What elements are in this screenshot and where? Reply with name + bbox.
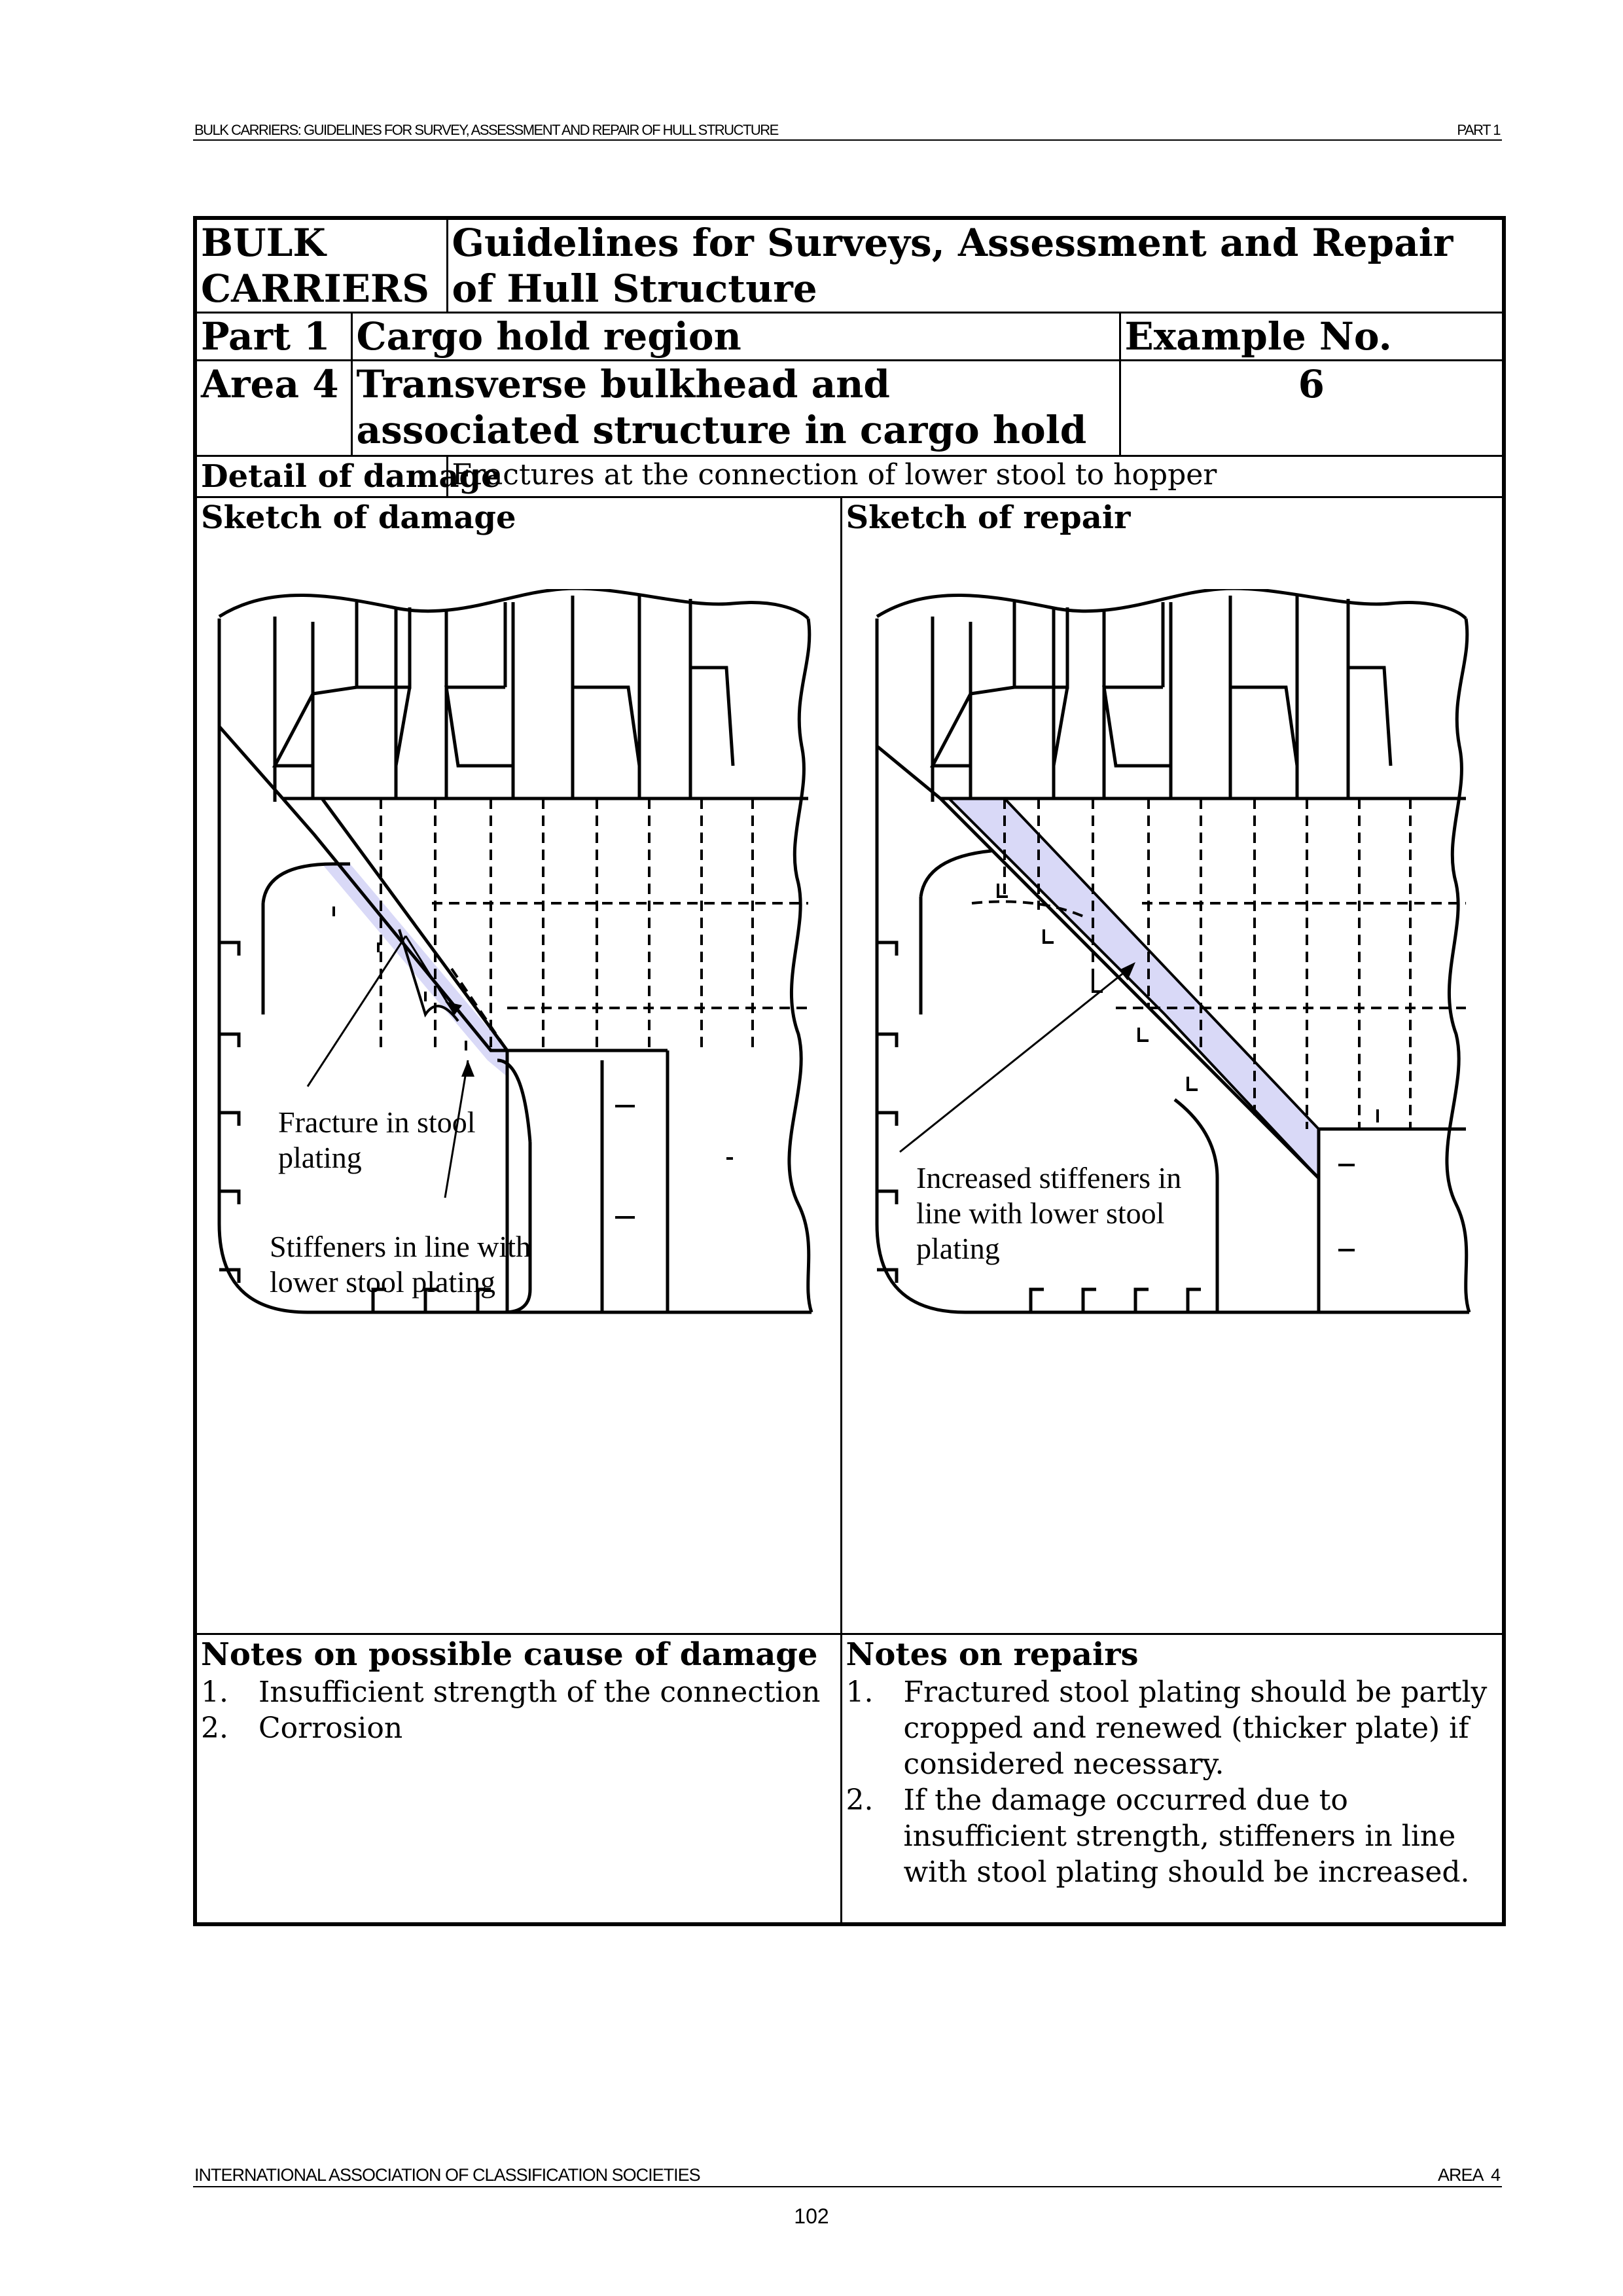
- part-label: Part 1: [195, 313, 351, 361]
- part-value: Cargo hold region: [351, 313, 1120, 361]
- repair-label-3: plating: [916, 1232, 1000, 1265]
- running-header-title: BULK CARRIERS: GUIDELINES FOR SURVEY, ASSESSMENT AND REPAIR OF HULL STRUCTURE: [194, 122, 778, 138]
- bottom-ticks: [615, 1106, 733, 1217]
- damage-label-fracture-2: plating: [278, 1141, 362, 1174]
- list-item: [201, 1674, 836, 1710]
- hidden-frames: [381, 798, 753, 1050]
- upper-bracket-mid: [446, 602, 639, 766]
- area-label: Area 4: [195, 361, 351, 456]
- frame-lines: [396, 596, 690, 798]
- repair-label-1: Increased stiffeners in: [916, 1161, 1182, 1194]
- damage-sketch: [209, 589, 838, 1401]
- hidden-frames: [1005, 798, 1410, 1129]
- hull-shell: [219, 619, 812, 1312]
- footer-rule: [193, 2186, 1502, 2187]
- damage-label-stiffeners-2: lower stool plating: [270, 1265, 495, 1299]
- footer-area: AREA 4: [1437, 2165, 1500, 2185]
- bottom-ticks: [1338, 1165, 1355, 1250]
- upper-bracket-mid: [1104, 602, 1297, 766]
- item-number: 2.: [846, 1784, 874, 1817]
- damage-sketch-heading: Sketch of damage: [201, 499, 516, 536]
- cause-notes-list: [201, 1674, 836, 1746]
- damage-label-stiffeners-1: Stiffeners in line with: [270, 1230, 531, 1263]
- repair-sketch: [867, 589, 1495, 1401]
- item-number: 1.: [846, 1676, 874, 1709]
- break-line-right: [1447, 619, 1469, 1312]
- footer-org: INTERNATIONAL ASSOCIATION OF CLASSIFICATION SOCIETIES: [194, 2165, 700, 2185]
- break-line-right: [789, 619, 812, 1312]
- org-line-2: CARRIERS: [201, 266, 429, 311]
- upper-bracket-right: [1348, 668, 1391, 766]
- repair-label-2: line with lower stool: [916, 1196, 1165, 1230]
- hopper-web-right: [497, 1060, 530, 1312]
- example-label: Example No.: [1120, 313, 1504, 361]
- repair-sketch-heading: Sketch of repair: [846, 499, 1131, 536]
- area-value: Transverse bulkhead and associated structure in cargo hold: [351, 361, 1120, 456]
- stool-plating-band: [322, 864, 507, 1077]
- hopper-top: [219, 726, 283, 798]
- running-header-part: PART 1: [1457, 122, 1500, 138]
- arrowhead-icon: [461, 1060, 474, 1077]
- repair-notes-cell: [841, 1634, 1504, 1924]
- leader-fracture: [308, 936, 406, 1086]
- detail-label: Detail of damage: [195, 456, 447, 497]
- item-text: Insufficient strength of the connection: [259, 1676, 821, 1709]
- upper-bracket-left: [275, 602, 410, 766]
- stool-slope-inner: [322, 798, 507, 1050]
- repair-notes-list: [846, 1674, 1499, 1890]
- guideline-title: Guidelines for Surveys, Assessment and Repair of Hull Structure: [447, 218, 1504, 313]
- notes-row: [195, 1634, 1504, 1924]
- leader-increased: [900, 969, 1129, 1152]
- part-row: [195, 313, 1504, 361]
- cause-notes-cell: [195, 1634, 841, 1924]
- upper-bracket-left: [933, 602, 1067, 766]
- detail-row: [195, 456, 1504, 497]
- side-stiffeners: [877, 942, 897, 1283]
- page-number: 102: [794, 2204, 829, 2228]
- example-number: 6: [1120, 361, 1504, 456]
- title-row: [195, 218, 1504, 313]
- item-number: 2.: [201, 1712, 228, 1745]
- bottom-stiffeners: [1031, 1289, 1201, 1312]
- upper-bracket-right: [690, 668, 733, 766]
- list-item: [201, 1710, 836, 1746]
- damage-label-fracture-1: Fracture in stool: [278, 1105, 476, 1139]
- list-item: [846, 1782, 1499, 1890]
- frame-lines: [933, 596, 1348, 802]
- org-cell: [195, 218, 447, 313]
- hopper-web-top: [921, 851, 991, 897]
- side-stiffeners: [219, 942, 239, 1283]
- list-item: [846, 1674, 1499, 1782]
- item-text: Corrosion: [259, 1712, 403, 1745]
- org-line-1: BULK: [201, 221, 326, 265]
- hopper-top: [877, 746, 940, 798]
- detail-value: Fractures at the connection of lower stool to hopper: [447, 456, 1504, 497]
- header-rule: [193, 139, 1502, 141]
- item-text: If the damage occurred due to insufficient strength, stiffeners in line with stool plating should be increased.: [903, 1784, 1470, 1889]
- area-row: [195, 361, 1504, 456]
- cause-notes-heading: Notes on possible cause of damage: [201, 1636, 818, 1673]
- item-number: 1.: [201, 1676, 228, 1709]
- repair-notes-heading: Notes on repairs: [846, 1636, 1139, 1673]
- item-text: Fractured stool plating should be partly cropped and renewed (thicker plate) if considered necessary.: [903, 1676, 1488, 1781]
